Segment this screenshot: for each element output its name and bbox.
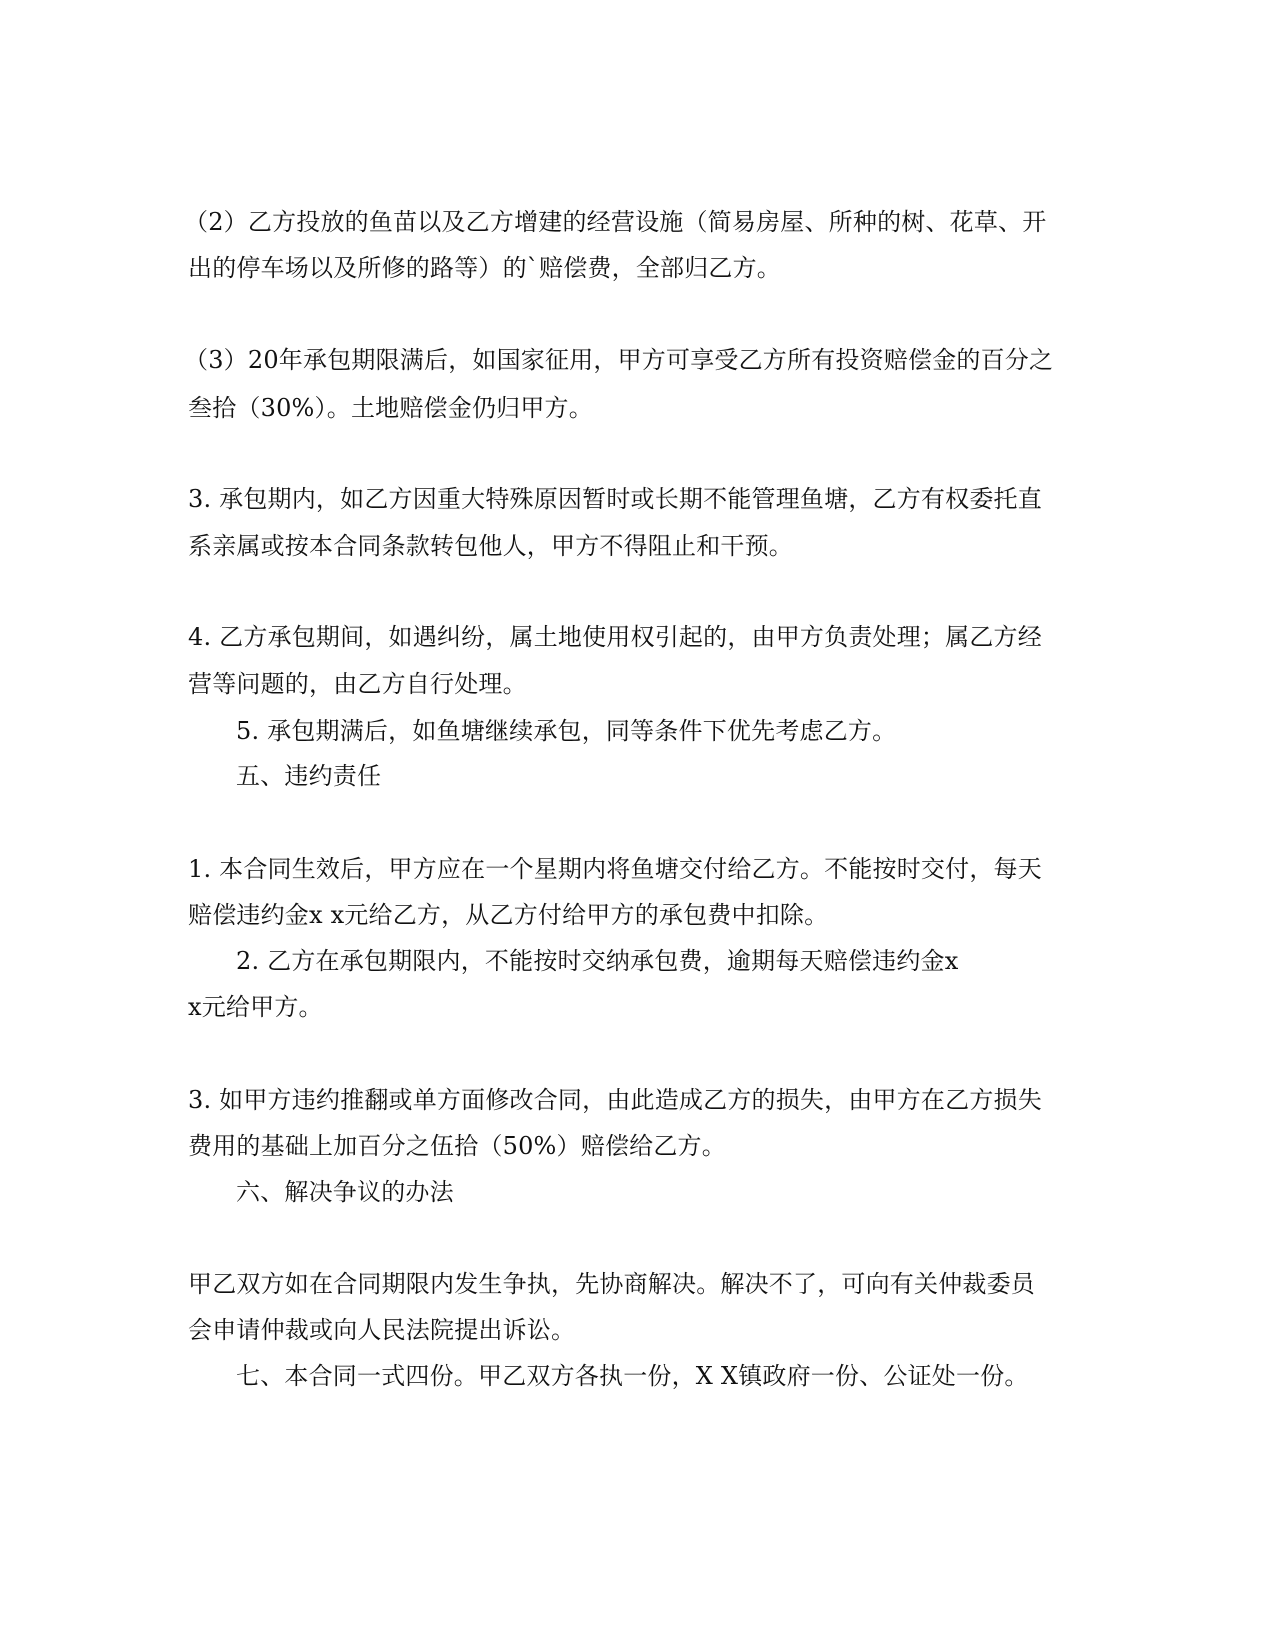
clause-4-line-2: 营等问题的，由乙方自行处理。 [188, 670, 527, 698]
clause-3-line-2: 系亲属或按本合同条款转包他人，甲方不得阻止和干预。 [188, 532, 793, 560]
clause-4-2-line-1: （2）乙方投放的鱼苗以及乙方增建的经营设施（简易房屋、所种的树、花草、开 [184, 208, 1047, 236]
breach-clause-3-line-2: 费用的基础上加百分之伍拾（50%）赔偿给乙方。 [188, 1132, 726, 1160]
breach-clause-2-line-1: 2. 乙方在承包期限内，不能按时交纳承包费，逾期每天赔偿违约金x [236, 947, 959, 975]
dispute-clause-line-1: 甲乙双方如在合同期限内发生争执，先协商解决。解决不了，可向有关仲裁委员 [188, 1270, 1035, 1298]
section-heading-dispute: 六、解决争议的办法 [236, 1178, 454, 1206]
breach-clause-2-line-2: x元给甲方。 [188, 993, 323, 1021]
clause-4-2-line-2: 出的停车场以及所修的路等）的`赔偿费，全部归乙方。 [188, 254, 781, 282]
breach-clause-1-line-2: 赔偿违约金x x元给乙方，从乙方付给甲方的承包费中扣除。 [188, 901, 829, 929]
section-heading-breach: 五、违约责任 [236, 762, 382, 790]
clause-3-line-1: 3. 承包期内，如乙方因重大特殊原因暂时或长期不能管理鱼塘，乙方有权委托直 [188, 485, 1042, 513]
breach-clause-3-line-1: 3. 如甲方违约推翻或单方面修改合同，由此造成乙方的损失，由甲方在乙方损失 [188, 1086, 1042, 1114]
clause-4-line-1: 4. 乙方承包期间，如遇纠纷，属土地使用权引起的，由甲方负责处理；属乙方经 [188, 623, 1042, 651]
clause-4-3-line-2: 叁拾（30%）。土地赔偿金仍归甲方。 [188, 394, 593, 422]
dispute-clause-line-2: 会申请仲裁或向人民法院提出诉讼。 [188, 1316, 576, 1344]
clause-5: 5. 承包期满后，如鱼塘继续承包，同等条件下优先考虑乙方。 [236, 717, 897, 745]
section-copies: 七、本合同一式四份。甲乙双方各执一份，X X镇政府一份、公证处一份。 [236, 1362, 1029, 1390]
breach-clause-1-line-1: 1. 本合同生效后，甲方应在一个星期内将鱼塘交付给乙方。不能按时交付，每天 [188, 855, 1042, 883]
clause-4-3-line-1: （3）20年承包期限满后，如国家征用，甲方可享受乙方所有投资赔偿金的百分之 [184, 346, 1054, 374]
